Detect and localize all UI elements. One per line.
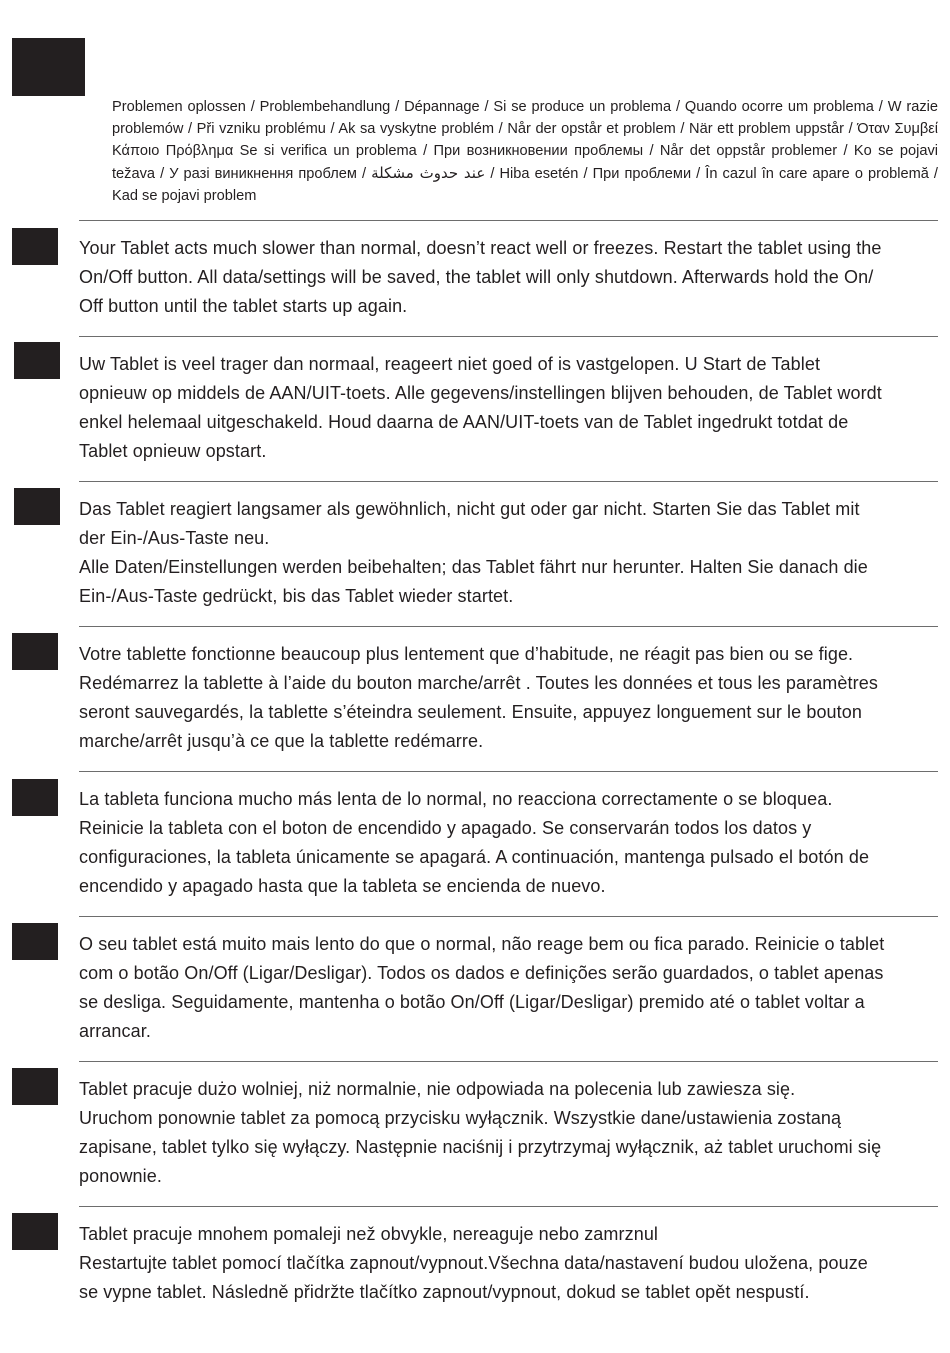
section-line: Reinicie la tableta con el boton de encendido y apagado. Se conservarán todos los datos y (79, 818, 812, 838)
section-line: On/Off button. All data/settings will be saved, the tablet will only shutdown. Afterwards hold the On/ (79, 267, 874, 287)
section-en-text (79, 234, 939, 321)
section-line: Das Tablet reagiert langsamer als gewöhnlich, nicht gut oder gar nicht. Starten Sie das Tablet mit (79, 499, 860, 519)
section-divider (79, 1061, 938, 1062)
language-marker-fr (12, 633, 58, 670)
section-line: Tablet opnieuw opstart. (79, 441, 267, 461)
section-line: seront sauvegardés, la tablette s’éteindra seulement. Ensuite, appuyez longuement sur le bouton (79, 702, 862, 722)
section-line: der Ein-/Aus-Taste neu. (79, 528, 270, 548)
section-line: enkel helemaal uitgeschakeld. Houd daarna de AAN/UIT-toets van de Tablet ingedrukt totdat de (79, 412, 849, 432)
language-marker-nl (14, 342, 60, 379)
language-marker-de (14, 488, 60, 525)
section-cs-text (79, 1220, 939, 1307)
language-marker-pt (12, 923, 58, 960)
section-line: Uw Tablet is veel trager dan normaal, reageert niet goed of is vastgelopen. U Start de Tablet (79, 354, 821, 374)
section-line: encendido y apagado hasta que la tableta se encienda de nuevo. (79, 876, 606, 896)
section-es-text (79, 785, 939, 901)
section-line: marche/arrêt jusqu’à ce que la tablette redémarre. (79, 731, 484, 751)
page-title (112, 96, 938, 207)
section-line: opnieuw op middels de AAN/UIT-toets. Alle gegevens/instellingen blijven behouden, de Tablet wordt (79, 383, 882, 403)
section-line: Ein-/Aus-Taste gedrückt, bis das Tablet wieder startet. (79, 586, 514, 606)
section-line: Redémarrez la tablette à l’aide du bouton marche/arrêt . Toutes les données et tous les paramètres (79, 673, 878, 693)
section-divider (79, 1206, 938, 1207)
section-fr-text (79, 640, 939, 756)
title-arabic: عند حدوث مشكلة (371, 164, 486, 182)
section-line: Votre tablette fonctionne beaucoup plus lentement que d’habitude, ne réagit pas bien ou se fige. (79, 644, 854, 664)
section-line: com o botão On/Off (Ligar/Desligar). Todos os dados e definições serão guardados, o tablet apenas (79, 963, 884, 983)
section-nl-text (79, 350, 939, 466)
section-line: zapisane, tablet tylko się wyłączy. Następnie naciśnij i przytrzymaj wyłącznik, aż tablet uruchomi się (79, 1137, 882, 1157)
section-line: Your Tablet acts much slower than normal, doesn’t react well or freezes. Restart the tablet using the (79, 238, 882, 258)
section-line: La tableta funciona mucho más lenta de lo normal, no reacciona correctamente o se bloquea. (79, 789, 833, 809)
section-divider (79, 626, 938, 627)
section-line: O seu tablet está muito mais lento do que o normal, não reage bem ou fica parado. Reinicie o tablet (79, 934, 885, 954)
section-line: ponownie. (79, 1166, 162, 1186)
section-de-text (79, 495, 939, 611)
language-marker-es (12, 779, 58, 816)
section-divider (79, 336, 938, 337)
title-part-2: / Hiba esetén / При проблеми / În cazul în care apare o problemă / Kad se pojavi problem (112, 166, 938, 204)
section-divider (79, 916, 938, 917)
title-part-1: Problemen oplossen / Problembehandlung / Dépannage / Si se produce un problema / Quando ocorre um problema / W razie problemów / Při vzniku problému / Ak sa vyskytne problém / Når der opstår et problem / När ett problem uppstår / Όταν Συμβεί Κάποιο Πρόβλημα Se si verifica un problema / При возникновении проблемы / Når det oppstår problemer / Ko se pojavi težava / У разі виникнення проблем / (112, 99, 938, 182)
section-line: Tablet pracuje dużo wolniej, niż normalnie, nie odpowiada na polecenia lub zawiesza się. (79, 1079, 796, 1099)
language-marker-pl (12, 1068, 58, 1105)
section-line: Off button until the tablet starts up again. (79, 296, 408, 316)
section-line: Tablet pracuje mnohem pomaleji než obvykle, nereaguje nebo zamrznul (79, 1224, 659, 1244)
section-line: Restartujte tablet pomocí tlačítka zapnout/vypnout.Všechna data/nastavení budou uložena, pouze (79, 1253, 868, 1273)
section-line: Alle Daten/Einstellungen werden beibehalten; das Tablet fährt nur herunter. Halten Sie danach die (79, 557, 868, 577)
section-divider (79, 481, 938, 482)
section-pt-text (79, 930, 939, 1046)
language-marker-cs (12, 1213, 58, 1250)
section-pl-text (79, 1075, 939, 1191)
section-line: configuraciones, la tableta únicamente se apagará. A continuación, mantenga pulsado el botón de (79, 847, 870, 867)
section-divider (79, 220, 938, 221)
section-line: se vypne tablet. Následně přidržte tlačítko zapnout/vypnout, dokud se tablet opět nespustí. (79, 1282, 810, 1302)
language-marker-en (12, 228, 58, 265)
section-line: arrancar. (79, 1021, 151, 1041)
header-block-marker (12, 38, 85, 96)
section-line: se desliga. Seguidamente, mantenha o botão On/Off (Ligar/Desligar) premido até o tablet voltar a (79, 992, 865, 1012)
section-divider (79, 771, 938, 772)
section-line: Uruchom ponownie tablet za pomocą przycisku wyłącznik. Wszystkie dane/ustawienia zostaną (79, 1108, 842, 1128)
